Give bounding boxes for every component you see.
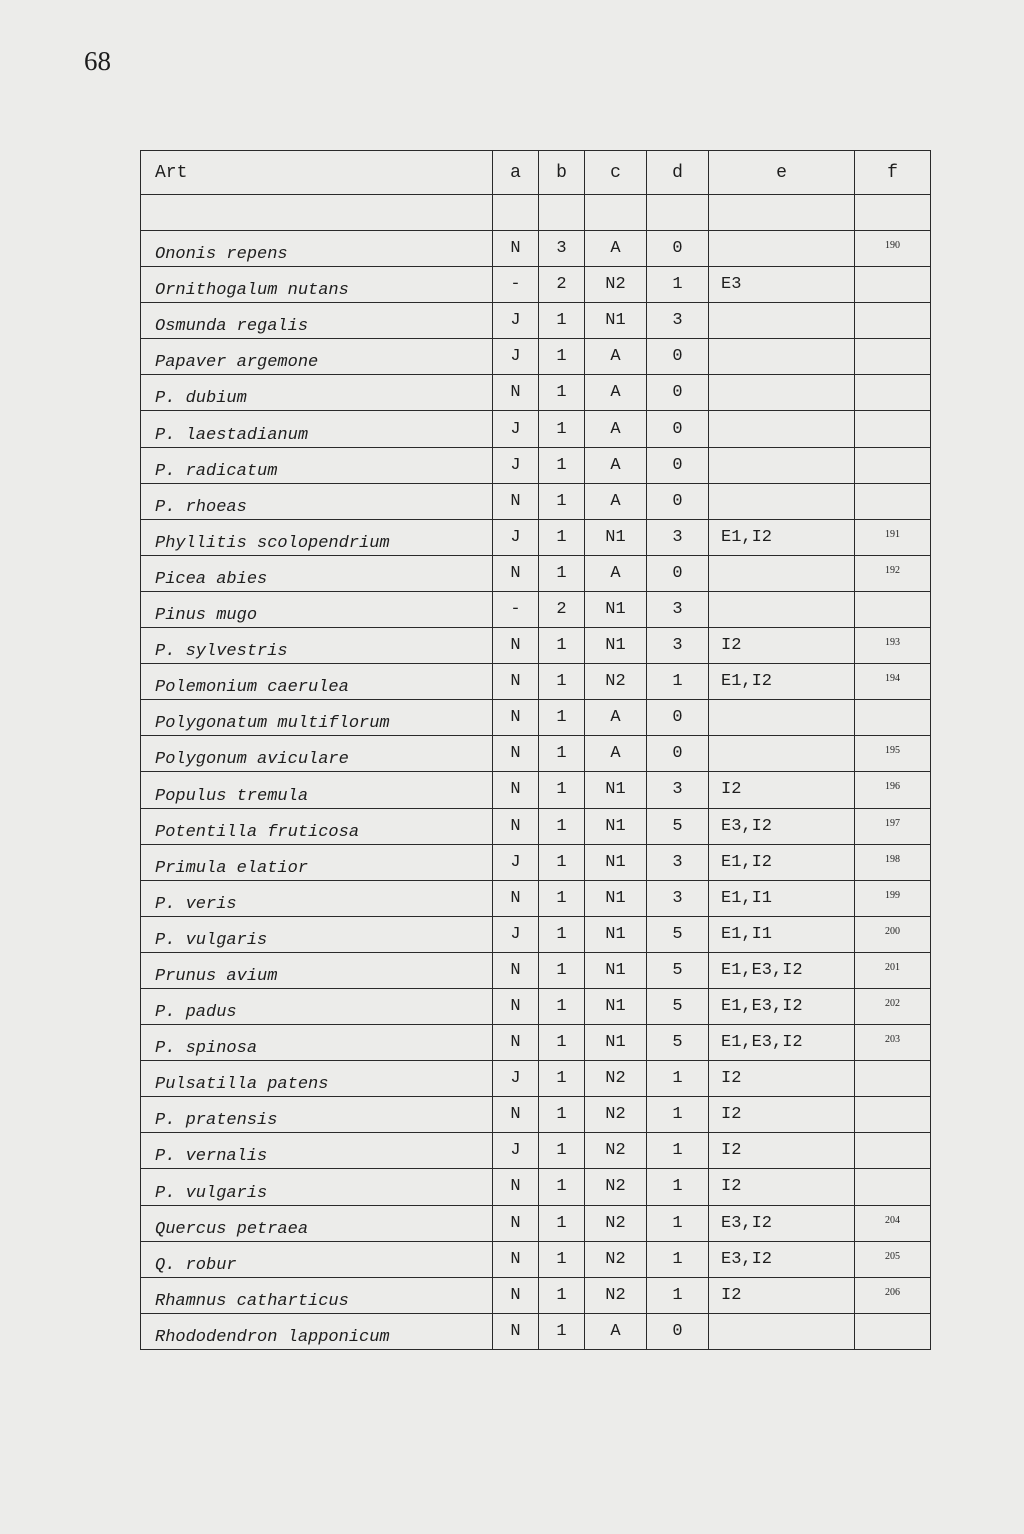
- col-c-cell: N2: [585, 1097, 647, 1133]
- col-b-cell: 1: [539, 519, 585, 555]
- footnote-cell: [855, 844, 931, 880]
- col-a-cell: N: [493, 808, 539, 844]
- species-table: [140, 150, 931, 1350]
- footnote-number: 190: [885, 240, 900, 251]
- footnote-cell: [855, 267, 931, 303]
- col-d-cell: 1: [647, 1133, 709, 1169]
- col-c-cell: N1: [585, 844, 647, 880]
- footnote-cell: [855, 375, 931, 411]
- species-table-container: [140, 150, 930, 1350]
- col-e-cell: [709, 339, 855, 375]
- col-a-cell: N: [493, 1313, 539, 1349]
- col-d-cell: 0: [647, 231, 709, 267]
- footnote-cell: [855, 664, 931, 700]
- col-b-cell: 1: [539, 1205, 585, 1241]
- col-a-cell: N: [493, 700, 539, 736]
- footnote-number: 201: [885, 961, 900, 973]
- col-a-cell: N: [493, 1025, 539, 1061]
- col-b-cell: 1: [539, 1241, 585, 1277]
- col-e-cell: E1,E3,I2: [709, 988, 855, 1024]
- footnote-cell: [855, 880, 931, 916]
- footnote-cell: [855, 411, 931, 447]
- col-e-cell: [709, 411, 855, 447]
- header-d: d: [647, 151, 709, 195]
- species-name-cell: Populus tremula: [141, 772, 493, 808]
- footnote-number: 204: [885, 1214, 900, 1226]
- col-d-cell: 0: [647, 375, 709, 411]
- table-row: [141, 447, 931, 483]
- col-d-cell: 5: [647, 988, 709, 1024]
- species-name-cell: P. pratensis: [141, 1097, 493, 1133]
- col-b-cell: 2: [539, 267, 585, 303]
- col-e-cell: I2: [709, 1061, 855, 1097]
- footnote-number: 195: [885, 745, 900, 757]
- col-d-cell: 3: [647, 519, 709, 555]
- col-e-cell: [709, 700, 855, 736]
- species-name-cell: Ornithogalum nutans: [141, 267, 493, 303]
- col-c-cell: A: [585, 483, 647, 519]
- footnote-number: 192: [885, 564, 900, 576]
- footnote-number: 206: [885, 1286, 900, 1298]
- species-name-cell: P. rhoeas: [141, 483, 493, 519]
- footnote-cell: [855, 808, 931, 844]
- col-a-cell: N: [493, 772, 539, 808]
- col-d-cell: 1: [647, 1277, 709, 1313]
- species-name-cell: P. vulgaris: [141, 916, 493, 952]
- footnote-cell: [855, 231, 931, 267]
- col-c-cell: N1: [585, 772, 647, 808]
- footnote-number: 203: [885, 1034, 900, 1046]
- col-b-cell: 1: [539, 916, 585, 952]
- col-b-cell: 1: [539, 555, 585, 591]
- col-e-cell: I2: [709, 1169, 855, 1205]
- col-e-cell: [709, 591, 855, 627]
- footnote-cell: [855, 1133, 931, 1169]
- col-d-cell: 3: [647, 628, 709, 664]
- col-b-cell: 1: [539, 1097, 585, 1133]
- col-b-cell: 1: [539, 1061, 585, 1097]
- col-d-cell: 5: [647, 1025, 709, 1061]
- table-row: [141, 1061, 931, 1097]
- footnote-number: 205: [885, 1250, 900, 1262]
- col-b-cell: 1: [539, 628, 585, 664]
- col-d-cell: 3: [647, 591, 709, 627]
- col-e-cell: [709, 303, 855, 339]
- col-a-cell: N: [493, 1241, 539, 1277]
- footnote-cell: [855, 700, 931, 736]
- col-c-cell: N1: [585, 916, 647, 952]
- table-body: [141, 195, 931, 1350]
- table-row: [141, 555, 931, 591]
- col-d-cell: 1: [647, 267, 709, 303]
- footnote-cell: [855, 555, 931, 591]
- species-name-cell: P. sylvestris: [141, 628, 493, 664]
- col-d-cell: 0: [647, 411, 709, 447]
- col-c-cell: A: [585, 231, 647, 267]
- col-a-cell: J: [493, 447, 539, 483]
- col-e-cell: [709, 736, 855, 772]
- col-b-cell: 1: [539, 1313, 585, 1349]
- col-c-cell: N2: [585, 1133, 647, 1169]
- col-c-cell: N2: [585, 1205, 647, 1241]
- col-a-cell: N: [493, 1169, 539, 1205]
- col-d-cell: 3: [647, 772, 709, 808]
- col-d-cell: 5: [647, 808, 709, 844]
- species-name-cell: Polygonum aviculare: [141, 736, 493, 772]
- spacer-cell: [493, 195, 539, 231]
- col-c-cell: N1: [585, 303, 647, 339]
- footnote-cell: [855, 339, 931, 375]
- col-e-cell: I2: [709, 1277, 855, 1313]
- col-b-cell: 1: [539, 483, 585, 519]
- footnote-cell: [855, 628, 931, 664]
- species-name-cell: Potentilla fruticosa: [141, 808, 493, 844]
- col-b-cell: 1: [539, 1277, 585, 1313]
- col-b-cell: 1: [539, 411, 585, 447]
- table-row: [141, 303, 931, 339]
- species-name-cell: Ononis repens: [141, 231, 493, 267]
- col-a-cell: N: [493, 628, 539, 664]
- col-a-cell: J: [493, 303, 539, 339]
- col-c-cell: A: [585, 555, 647, 591]
- col-a-cell: N: [493, 1097, 539, 1133]
- species-name-cell: Picea abies: [141, 555, 493, 591]
- col-d-cell: 5: [647, 952, 709, 988]
- footnote-number: 191: [885, 528, 900, 540]
- species-name-cell: Rhododendron lapponicum: [141, 1313, 493, 1349]
- col-d-cell: 1: [647, 1205, 709, 1241]
- footnote-cell: [855, 303, 931, 339]
- species-name-cell: P. radicatum: [141, 447, 493, 483]
- col-a-cell: N: [493, 952, 539, 988]
- footnote-cell: [855, 1061, 931, 1097]
- col-e-cell: E1,I2: [709, 519, 855, 555]
- col-e-cell: [709, 555, 855, 591]
- page-number: 68: [84, 46, 111, 76]
- col-c-cell: A: [585, 375, 647, 411]
- table-row: [141, 1241, 931, 1277]
- col-a-cell: N: [493, 988, 539, 1024]
- col-d-cell: 1: [647, 664, 709, 700]
- species-name-cell: P. vulgaris: [141, 1169, 493, 1205]
- table-row: [141, 483, 931, 519]
- table-row: [141, 411, 931, 447]
- spacer-cell: [647, 195, 709, 231]
- col-c-cell: N1: [585, 952, 647, 988]
- table-row: [141, 591, 931, 627]
- species-name-cell: Pinus mugo: [141, 591, 493, 627]
- col-b-cell: 1: [539, 1025, 585, 1061]
- spacer-cell: [709, 195, 855, 231]
- col-b-cell: 1: [539, 700, 585, 736]
- header-c: c: [585, 151, 647, 195]
- table-row: [141, 664, 931, 700]
- col-a-cell: J: [493, 844, 539, 880]
- table-row: [141, 1169, 931, 1205]
- col-d-cell: 0: [647, 339, 709, 375]
- col-b-cell: 1: [539, 844, 585, 880]
- col-e-cell: [709, 1313, 855, 1349]
- footnote-cell: [855, 772, 931, 808]
- footnote-number: 197: [885, 817, 900, 829]
- footnote-cell: [855, 1277, 931, 1313]
- col-e-cell: E3,I2: [709, 1241, 855, 1277]
- table-row: [141, 988, 931, 1024]
- table-row: [141, 1205, 931, 1241]
- table-row: [141, 1133, 931, 1169]
- col-d-cell: 3: [647, 303, 709, 339]
- table-row: [141, 1097, 931, 1133]
- footnote-cell: [855, 1025, 931, 1061]
- col-d-cell: 0: [647, 555, 709, 591]
- col-b-cell: 1: [539, 952, 585, 988]
- col-e-cell: I2: [709, 1133, 855, 1169]
- col-e-cell: [709, 231, 855, 267]
- col-c-cell: N2: [585, 1061, 647, 1097]
- footnote-cell: [855, 1241, 931, 1277]
- col-a-cell: N: [493, 1277, 539, 1313]
- footnote-cell: [855, 952, 931, 988]
- col-c-cell: N1: [585, 808, 647, 844]
- table-row: [141, 1277, 931, 1313]
- col-c-cell: A: [585, 411, 647, 447]
- col-b-cell: 1: [539, 880, 585, 916]
- footnote-cell: [855, 1205, 931, 1241]
- col-d-cell: 0: [647, 447, 709, 483]
- col-d-cell: 3: [647, 880, 709, 916]
- species-name-cell: Phyllitis scolopendrium: [141, 519, 493, 555]
- col-d-cell: 0: [647, 483, 709, 519]
- col-a-cell: J: [493, 411, 539, 447]
- spacer-cell: [855, 195, 931, 231]
- col-c-cell: N1: [585, 591, 647, 627]
- col-b-cell: 1: [539, 447, 585, 483]
- col-c-cell: A: [585, 447, 647, 483]
- table-row: [141, 1025, 931, 1061]
- footnote-cell: [855, 483, 931, 519]
- col-c-cell: N1: [585, 519, 647, 555]
- footnote-cell: [855, 736, 931, 772]
- table-row: [141, 519, 931, 555]
- col-d-cell: 5: [647, 916, 709, 952]
- col-b-cell: 1: [539, 664, 585, 700]
- col-c-cell: N2: [585, 267, 647, 303]
- col-c-cell: A: [585, 339, 647, 375]
- species-name-cell: P. padus: [141, 988, 493, 1024]
- footnote-cell: [855, 1313, 931, 1349]
- col-a-cell: J: [493, 1061, 539, 1097]
- col-e-cell: E1,I2: [709, 844, 855, 880]
- table-row: [141, 772, 931, 808]
- species-name-cell: P. vernalis: [141, 1133, 493, 1169]
- species-name-cell: P. laestadianum: [141, 411, 493, 447]
- table-row: [141, 700, 931, 736]
- col-b-cell: 1: [539, 988, 585, 1024]
- spacer-row: [141, 195, 931, 231]
- col-d-cell: 0: [647, 700, 709, 736]
- col-a-cell: N: [493, 736, 539, 772]
- species-name-cell: Polygonatum multiflorum: [141, 700, 493, 736]
- footnote-cell: [855, 916, 931, 952]
- col-c-cell: N2: [585, 1169, 647, 1205]
- footnote-cell: [855, 519, 931, 555]
- col-b-cell: 1: [539, 1169, 585, 1205]
- col-a-cell: N: [493, 1205, 539, 1241]
- col-c-cell: N1: [585, 880, 647, 916]
- col-e-cell: [709, 483, 855, 519]
- footnote-number: 199: [885, 889, 900, 901]
- species-name-cell: Osmunda regalis: [141, 303, 493, 339]
- species-name-cell: Quercus petraea: [141, 1205, 493, 1241]
- species-name-cell: P. dubium: [141, 375, 493, 411]
- col-a-cell: J: [493, 1133, 539, 1169]
- footnote-number: 193: [885, 637, 900, 649]
- table-row: [141, 880, 931, 916]
- col-c-cell: N2: [585, 664, 647, 700]
- footnote-cell: [855, 1169, 931, 1205]
- col-a-cell: N: [493, 664, 539, 700]
- col-a-cell: N: [493, 483, 539, 519]
- table-row: [141, 231, 931, 267]
- header-b: b: [539, 151, 585, 195]
- species-name-cell: P. veris: [141, 880, 493, 916]
- col-e-cell: [709, 447, 855, 483]
- col-a-cell: N: [493, 555, 539, 591]
- col-e-cell: E3: [709, 267, 855, 303]
- col-d-cell: 1: [647, 1061, 709, 1097]
- spacer-cell: [141, 195, 493, 231]
- footnote-cell: [855, 1097, 931, 1133]
- col-c-cell: N1: [585, 988, 647, 1024]
- col-d-cell: 1: [647, 1241, 709, 1277]
- col-d-cell: 0: [647, 1313, 709, 1349]
- col-a-cell: N: [493, 375, 539, 411]
- col-c-cell: N1: [585, 628, 647, 664]
- col-e-cell: I2: [709, 1097, 855, 1133]
- table-row: [141, 844, 931, 880]
- col-e-cell: E1,I1: [709, 916, 855, 952]
- col-c-cell: A: [585, 736, 647, 772]
- col-e-cell: E1,E3,I2: [709, 952, 855, 988]
- table-row: [141, 375, 931, 411]
- table-row: [141, 267, 931, 303]
- species-name-cell: Pulsatilla patens: [141, 1061, 493, 1097]
- col-b-cell: 2: [539, 591, 585, 627]
- col-d-cell: 1: [647, 1169, 709, 1205]
- col-b-cell: 1: [539, 1133, 585, 1169]
- header-f: f: [855, 151, 931, 195]
- col-d-cell: 0: [647, 736, 709, 772]
- col-b-cell: 1: [539, 375, 585, 411]
- spacer-cell: [585, 195, 647, 231]
- col-a-cell: J: [493, 916, 539, 952]
- footnote-number: 196: [885, 781, 900, 793]
- col-c-cell: N2: [585, 1241, 647, 1277]
- table-row: [141, 339, 931, 375]
- header-row: [141, 151, 931, 195]
- species-name-cell: Q. robur: [141, 1241, 493, 1277]
- col-e-cell: E3,I2: [709, 1205, 855, 1241]
- footnote-number: 198: [885, 853, 900, 865]
- col-e-cell: E1,E3,I2: [709, 1025, 855, 1061]
- species-name-cell: Papaver argemone: [141, 339, 493, 375]
- footnote-number: 202: [885, 997, 900, 1009]
- species-name-cell: Rhamnus catharticus: [141, 1277, 493, 1313]
- col-a-cell: J: [493, 339, 539, 375]
- header-a: a: [493, 151, 539, 195]
- footnote-cell: [855, 988, 931, 1024]
- species-name-cell: Prunus avium: [141, 952, 493, 988]
- spacer-cell: [539, 195, 585, 231]
- table-row: [141, 952, 931, 988]
- col-d-cell: 1: [647, 1097, 709, 1133]
- col-b-cell: 1: [539, 772, 585, 808]
- table-row: [141, 628, 931, 664]
- col-e-cell: E3,I2: [709, 808, 855, 844]
- col-e-cell: I2: [709, 628, 855, 664]
- table-row: [141, 736, 931, 772]
- header-art: Art: [141, 151, 493, 195]
- species-name-cell: Primula elatior: [141, 844, 493, 880]
- col-b-cell: 1: [539, 808, 585, 844]
- col-e-cell: E1,I2: [709, 664, 855, 700]
- col-b-cell: 1: [539, 736, 585, 772]
- col-b-cell: 1: [539, 303, 585, 339]
- col-a-cell: -: [493, 591, 539, 627]
- col-e-cell: [709, 375, 855, 411]
- footnote-cell: [855, 447, 931, 483]
- header-e: e: [709, 151, 855, 195]
- col-b-cell: 3: [539, 231, 585, 267]
- footnote-number: 200: [885, 925, 900, 937]
- col-c-cell: A: [585, 700, 647, 736]
- col-a-cell: -: [493, 267, 539, 303]
- col-d-cell: 3: [647, 844, 709, 880]
- col-c-cell: A: [585, 1313, 647, 1349]
- col-b-cell: 1: [539, 339, 585, 375]
- col-a-cell: N: [493, 231, 539, 267]
- col-e-cell: I2: [709, 772, 855, 808]
- col-a-cell: J: [493, 519, 539, 555]
- table-row: [141, 1313, 931, 1349]
- species-name-cell: Polemonium caerulea: [141, 664, 493, 700]
- col-c-cell: N2: [585, 1277, 647, 1313]
- species-name-cell: P. spinosa: [141, 1025, 493, 1061]
- table-row: [141, 916, 931, 952]
- table-row: [141, 808, 931, 844]
- footnote-number: 194: [885, 673, 900, 685]
- footnote-cell: [855, 591, 931, 627]
- col-c-cell: N1: [585, 1025, 647, 1061]
- col-a-cell: N: [493, 880, 539, 916]
- col-e-cell: E1,I1: [709, 880, 855, 916]
